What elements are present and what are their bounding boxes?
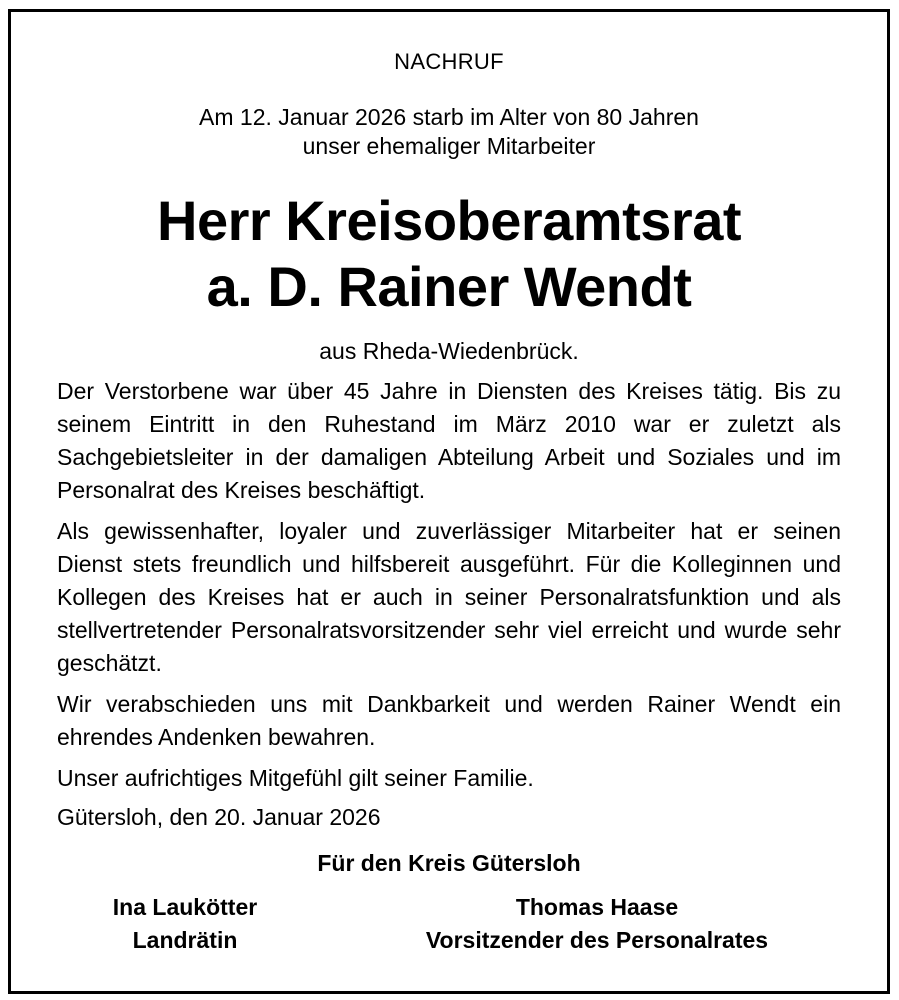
signer-left [75, 891, 295, 957]
deceased-name-line-1: Herr Kreisoberamtsrat [157, 189, 741, 252]
origin-text: aus Rheda-Wiedenbrück. [319, 338, 579, 364]
intro-line-1: Am 12. Januar 2026 starb im Alter von 80 Jahren [199, 104, 699, 130]
signer-right-title: Vorsitzender des Personalrates [425, 927, 769, 953]
paragraph-character: Als gewissenhafter, loyaler und zuverlässiger Mitarbeiter hat er seinen Dienst stets freundlich und hilfsbereit ausgeführt. Für die Kolleginnen und Kollegen des Kreises hat er auch in seiner Personalratsfunktion und als stellvertretender Personalratsvorsitzender sehr viel erreicht und wurde sehr geschätzt. [57, 518, 841, 676]
signer-left-title: Landrätin [132, 927, 238, 953]
signer-right [357, 891, 837, 957]
obituary-heading: NACHRUF [394, 49, 504, 74]
paragraph-service: Der Verstorbene war über 45 Jahre in Diensten des Kreises tätig. Bis zu seinem Eintritt in den Ruhestand im März 2010 war er zuletzt als Sachgebietsleiter in der damaligen Abteilung Arbeit und Soziales und im Personalrat des Kreises beschäftigt. [57, 378, 841, 503]
obituary-frame [8, 9, 890, 994]
signature-organization: Für den Kreis Gütersloh [317, 850, 581, 876]
obituary-body [57, 375, 841, 840]
signer-right-name: Thomas Haase [515, 894, 679, 920]
signer-left-name: Ina Laukötter [112, 894, 258, 920]
intro-line-2: unser ehemaliger Mitarbeiter [302, 133, 596, 159]
deceased-name [17, 188, 881, 320]
paragraph-farewell: Wir verabschieden uns mit Dankbarkeit und werden Rainer Wendt ein ehrendes Andenken bewahren. [57, 691, 841, 750]
paragraph-condolence: Unser aufrichtiges Mitgefühl gilt seiner Familie. [57, 765, 534, 791]
intro-text [57, 103, 841, 161]
obituary-content [57, 12, 841, 991]
place-date: Gütersloh, den 20. Januar 2026 [57, 804, 381, 830]
deceased-name-line-2: a. D. Rainer Wendt [206, 255, 692, 318]
